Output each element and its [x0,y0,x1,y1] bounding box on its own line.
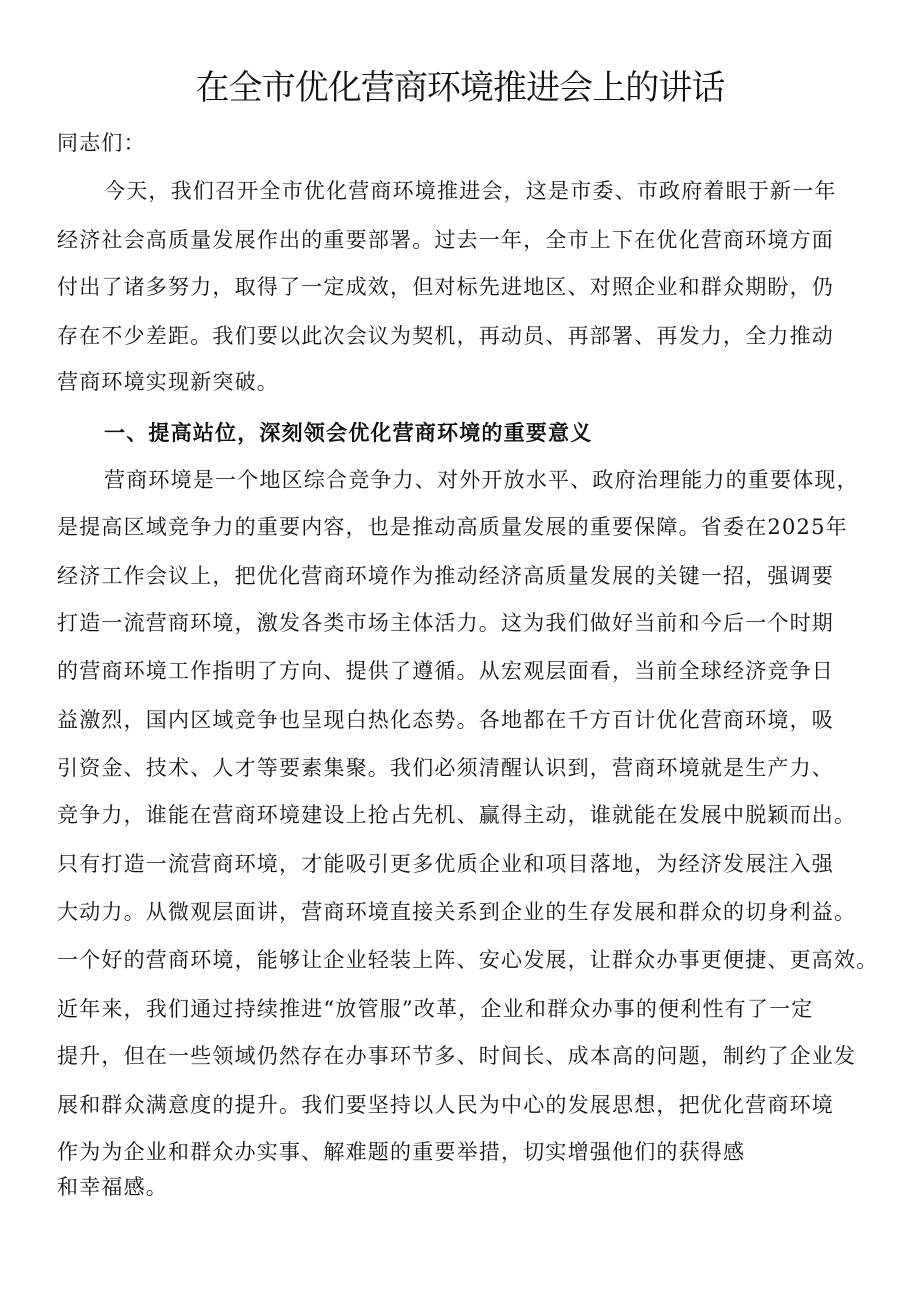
intro-line-4: 存在不少差距。我们要以此次会议为契机，再动员、再部署、再发力，全力推动 [57,324,834,348]
section-1-line-14: 展和群众满意度的提升。我们要坚持以人民为中心的发展思想，把优化营商环境 [57,1093,834,1117]
section-1-line-4: 打造一流营商环境，激发各类市场主体活力。这为我们做好当前和今后一个时期 [57,611,834,635]
section-1-line-7: 引资金、技术、人才等要素集聚。我们必须清醒认识到，营商环境就是生产力、 [57,756,834,780]
section-1-line-8: 竞争力，谁能在营商环境建设上抢占先机、赢得主动，谁就能在发展中脱颖而出。 [57,803,857,827]
intro-line-3: 付出了诸多努力，取得了一定成效，但对标先进地区、对照企业和群众期盼，仍 [57,275,834,299]
section-1-line-5: 的营商环境工作指明了方向、提供了遵循。从宏观层面看，当前全球经济竞争日 [57,659,834,683]
intro-line-2: 经济社会高质量发展作出的重要部署。过去一年，全市上下在优化营商环境方面 [57,228,834,252]
intro-line-1: 今天，我们召开全市优化营商环境推进会，这是市委、市政府着眼于新一年 [104,179,837,203]
section-1-line-15: 作为为企业和群众办实事、解难题的重要举措，切实增强他们的获得感 [57,1140,746,1164]
section-1-line-10: 大动力。从微观层面讲，营商环境直接关系到企业的生存发展和群众的切身利益。 [57,900,857,924]
section-1-line-9: 只有打造一流营商环境，才能吸引更多优质企业和项目落地，为经济发展注入强 [57,852,834,876]
intro-line-5: 营商环境实现新突破。 [57,370,279,394]
document-title: 在全市优化营商环境推进会上的讲话 [195,68,725,108]
section-1-line-6: 益激烈，国内区域竞争也呈现白热化态势。各地都在千方百计优化营商环境，吸 [57,708,834,732]
section-1-heading: 一、提高站位，深刻领会优化营商环境的重要意义 [104,420,593,445]
section-1-line-2: 是提高区域竞争力的重要内容，也是推动高质量发展的重要保障。省委在2025年 [57,515,848,539]
section-1-line-3: 经济工作会议上，把优化营商环境作为推动经济高质量发展的关键一招，强调要 [57,564,834,588]
section-1-line-13: 提升，但在一些领域仍然存在办事环节多、时间长、成本高的问题，制约了企业发 [57,1044,857,1068]
salutation: 同志们： [57,131,146,155]
section-1-line-11: 一个好的营商环境，能够让企业轻装上阵、安心发展，让群众办事更便捷、更高效。 [57,948,879,972]
section-1-line-1: 营商环境是一个地区综合竞争力、对外开放水平、政府治理能力的重要体现， [104,468,859,492]
section-1-line-12: 近年来，我们通过持续推进“放管服”改革，企业和群众办事的便利性有了一定 [57,997,814,1021]
section-1-line-16: 和幸福感。 [57,1175,168,1199]
